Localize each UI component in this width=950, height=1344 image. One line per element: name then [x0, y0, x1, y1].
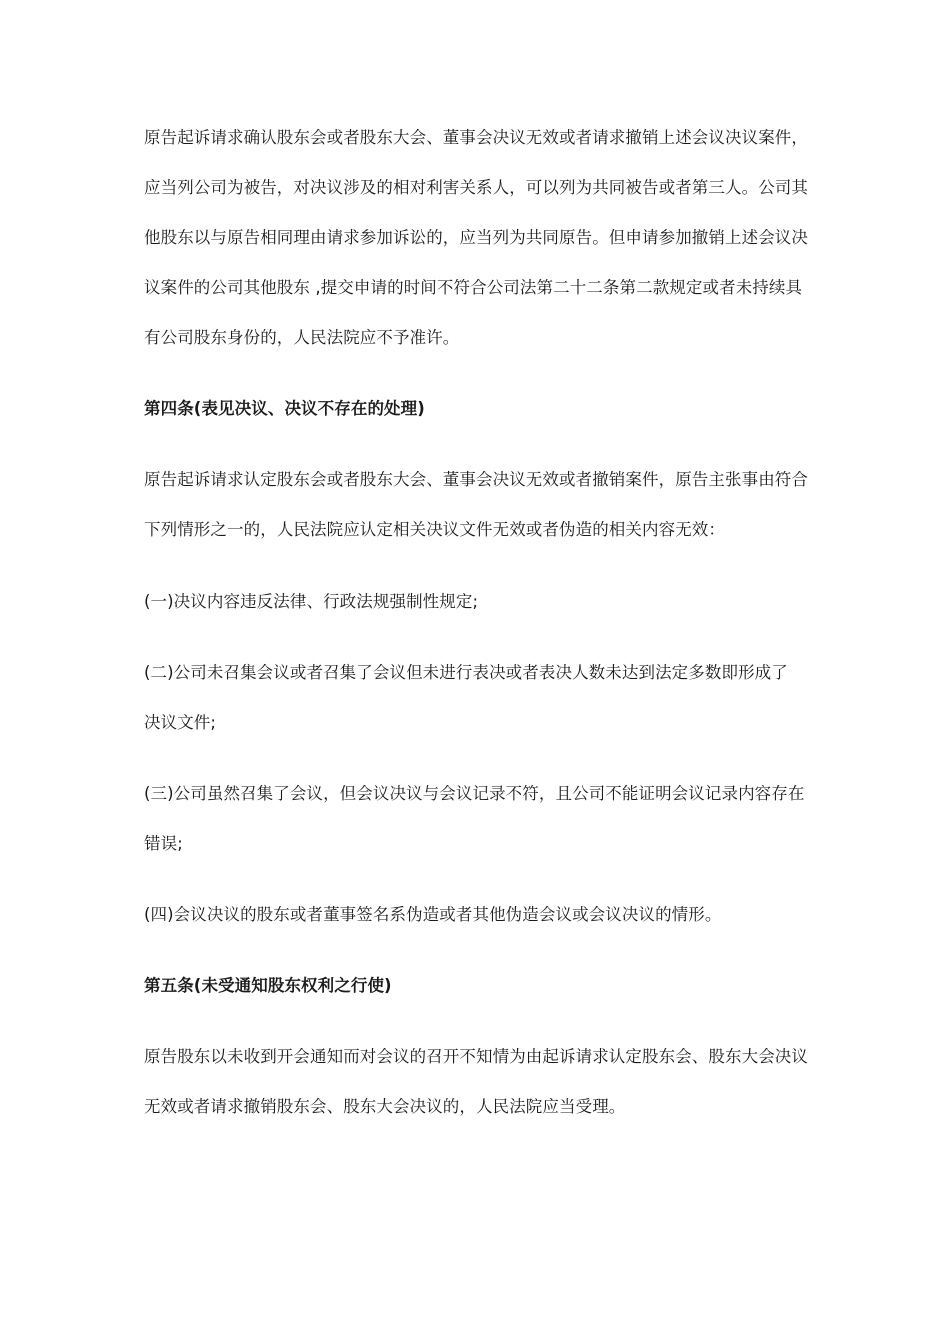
article-4-heading: 第四条(表见决议、决议不存在的处理): [144, 399, 425, 418]
paragraph-2-line-1: 原告起诉请求认定股东会或者股东大会、董事会决议无效或者撤销案件，原告主张事由符合: [144, 470, 808, 489]
item-1: (一)决议内容违反法律、行政法规强制性规定;: [144, 592, 479, 611]
item-4: (四)会议决议的股东或者董事签名系伪造或者其他伪造会议或会议决议的情形。: [144, 905, 722, 924]
paragraph-1-line-3: 他股东以与原告相同理由请求参加诉讼的，应当列为共同原告。但申请参加撤销上述会议决: [144, 228, 808, 247]
paragraph-2-line-2: 下列情形之一的，人民法院应认定相关决议文件无效或者伪造的相关内容无效：: [144, 520, 725, 539]
item-2-line-1: (二)公司未召集会议或者召集了会议但未进行表决或者表决人数未达到法定多数即形成了: [144, 663, 788, 682]
paragraph-3-line-1: 原告股东以未收到开会通知而对会议的召开不知情为由起诉请求认定股东会、股东大会决议: [144, 1047, 808, 1066]
paragraph-1-line-5: 有公司股东身份的，人民法院应不予准许。: [144, 328, 460, 347]
item-3-line-1: (三)公司虽然召集了会议，但会议决议与会议记录不符，且公司不能证明会议记录内容存在: [144, 784, 805, 803]
item-2-line-2: 决议文件;: [144, 713, 217, 732]
paragraph-1-line-4: 议案件的公司其他股东 ,提交申请的时间不符合公司法第二十二条第二款规定或者未持续具: [144, 278, 803, 297]
paragraph-1-line-2: 应当列公司为被告，对决议涉及的相对利害关系人，可以列为共同被告或者第三人。公司其: [144, 178, 808, 197]
item-3-line-2: 错误;: [144, 834, 183, 853]
article-5-heading: 第五条(未受通知股东权利之行使): [144, 976, 392, 995]
paragraph-3-line-2: 无效或者请求撤销股东会、股东大会决议的，人民法院应当受理。: [144, 1097, 626, 1116]
paragraph-1-line-1: 原告起诉请求确认股东会或者股东大会、董事会决议无效或者请求撤销上述会议决议案件，: [144, 128, 808, 147]
